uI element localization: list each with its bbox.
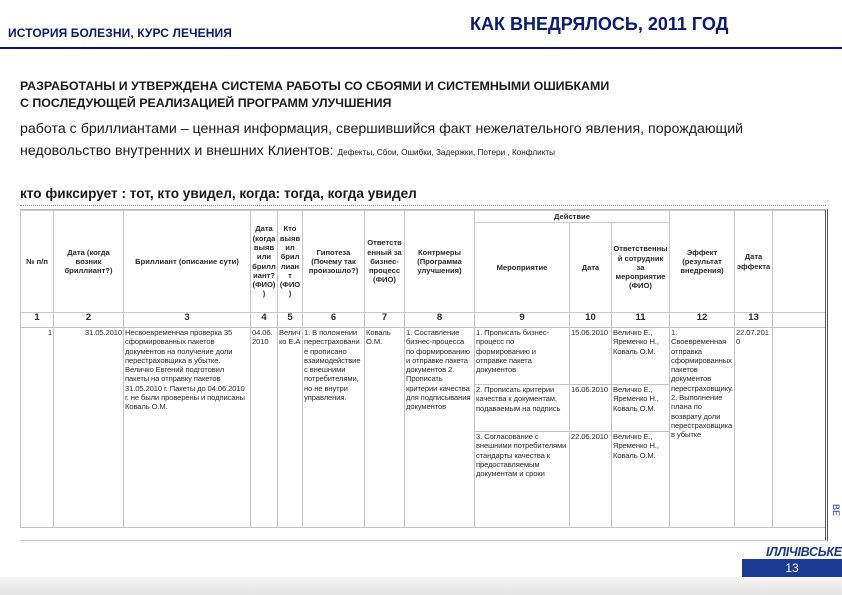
measure-date-3: 22.06.2010 <box>570 431 611 441</box>
header-right-title: КАК ВНЕДРЯЛОСЬ, 2011 ГОД <box>470 14 729 34</box>
cell-date-effect: 22.07.2010 <box>735 328 773 528</box>
cell-hypothesis: 1. В положении перестрахование прописано взаимодействие с внешними потребителями, но не внутри управления. <box>303 328 365 528</box>
col-header-brilliant: Бриллиант (описание сути) <box>124 211 251 313</box>
cell-measures <box>475 328 570 528</box>
who-records-line: кто фиксирует : тот, кто увидел, когда: тогда, когда увидел <box>20 186 417 201</box>
cell-brilliant: Несвоевременная проверка 35 сформированных пакетов документов на получение доли перестраховщика в убытке. Величко Евгений подготовил пакеты на отправку пакетов 31.05.2010 г. Пакеты до 04.06.2010 г. не были проверены и подписаны Коваль О.М. <box>124 328 251 528</box>
cell-who: Величко Е.А <box>278 328 303 528</box>
col-number: 3 <box>124 313 251 328</box>
col-number: 13 <box>735 313 773 328</box>
cell-responsible <box>612 328 670 528</box>
col-number-empty <box>773 313 826 328</box>
responsible-2: Величко Е., Яременко Н., Коваль О.М. <box>612 384 669 431</box>
col-header-counter: Контрмеры (Программа улучшения) <box>405 211 475 313</box>
col-number: 10 <box>570 313 612 328</box>
col-number: 7 <box>365 313 405 328</box>
cell-date-found: 31.05.2010 <box>54 328 124 528</box>
cell-num: 1 <box>21 328 54 528</box>
col-header-date-found: Дата (когда возник бриллиант?) <box>54 211 124 313</box>
intro-bold-heading <box>20 78 830 112</box>
col-number: 2 <box>54 313 124 328</box>
dotted-separator <box>20 205 826 207</box>
cell-effect: 1. Своевременная отправка сформированных пакетов документов перестраховщику. 2. Выполнение плана по возврату доли перестраховщика в убытке <box>670 328 735 528</box>
header-divider <box>0 47 842 49</box>
column-number-row <box>21 313 826 328</box>
company-logo: ІЛЛІЧІВСЬКЕ <box>766 545 842 559</box>
intro-text <box>20 118 835 164</box>
col-number: 9 <box>475 313 570 328</box>
page-number: 13 <box>742 559 842 577</box>
col-header-effect: Эффект (результат внедрения) <box>670 211 735 313</box>
col-number: 8 <box>405 313 475 328</box>
measure-date-2: 16.06.2010 <box>570 384 611 431</box>
measure-1: 1. Прописать бизнес-процесс по формированию и отправке пакета документов <box>476 328 549 375</box>
col-header-responsible: Ответственный сотрудник за мероприятие (ФИО) <box>612 223 670 313</box>
cell-dates <box>570 328 612 528</box>
brilliant-table-frame <box>20 209 828 541</box>
col-number: 11 <box>612 313 670 328</box>
measure-3: 3. Согласование с внешними потребителями стандарты качества к предоставляемым документам и сроки <box>475 431 569 478</box>
col-number: 6 <box>303 313 365 328</box>
col-header-date-who: Дата (когда выявили бриллиант? (ФИО) ) <box>251 211 278 313</box>
col-header-action: Действие <box>475 211 670 223</box>
intro-bold-line-1: РАЗРАБОТАНЫ И УТВЕРЖДЕНА СИСТЕМА РАБОТЫ СО СБОЯМИ И СИСТЕМНЫМИ ОШИБКАМИ <box>20 79 610 93</box>
side-logo-fragment: ВЕ <box>831 503 842 517</box>
col-number: 4 <box>251 313 278 328</box>
col-header-hypothesis: Гипотеза (Почему так произошло?) <box>303 211 365 313</box>
col-number: 1 <box>21 313 54 328</box>
cell-date-who: 04.06.2010 <box>251 328 278 528</box>
intro-bold-line-2: С ПОСЛЕДУЮЩЕЙ РЕАЛИЗАЦИЕЙ ПРОГРАММ УЛУЧШЕНИЯ <box>20 96 392 110</box>
col-number: 12 <box>670 313 735 328</box>
col-header-date: Дата <box>570 223 612 313</box>
col-header-spacer <box>773 211 826 313</box>
responsible-3: Величко Е., Яременко Н., Коваль О.М. <box>612 431 669 460</box>
cell-counter: 1. Составление бизнес-процесса по формированию и отправке пакета документов 2. Прописать критерии качества для подписывания документов <box>405 328 475 528</box>
col-number: 5 <box>278 313 303 328</box>
cell-owner: Коваль О.М. <box>365 328 405 528</box>
measure-date-1: 15.06.2010 <box>571 328 609 337</box>
col-header-who: Кто выявил бриллиант (ФИО) <box>278 211 303 313</box>
col-header-num: № п/п <box>21 211 54 313</box>
col-header-date-effect: Дата эффекта <box>735 211 773 313</box>
responsible-1: Величко Е., Яременко Н., Коваль О.М. <box>613 328 659 356</box>
measure-2: 2. Прописать критерии качества к документам, подаваемым на подпись <box>475 384 569 431</box>
intro-main-text: работа с бриллиантами – ценная информация, свершившийся факт нежелательного явления, порождающий недовольство внутренних и внешних Клиентов: <box>20 121 744 159</box>
footer-band <box>0 577 842 595</box>
cell-spacer <box>773 328 826 528</box>
brilliant-table <box>20 210 826 528</box>
col-header-measure: Мероприятие <box>475 223 570 313</box>
header-left-title: ИСТОРИЯ БОЛЕЗНИ, КУРС ЛЕЧЕНИЯ <box>8 26 232 40</box>
table-row <box>21 328 826 528</box>
col-header-owner: Ответственный за бизнес-процесс (ФИО) <box>365 211 405 313</box>
intro-small-list: Дефекты, Сбои, Ошибки, Задержки, Потери , Конфликты <box>337 148 556 157</box>
